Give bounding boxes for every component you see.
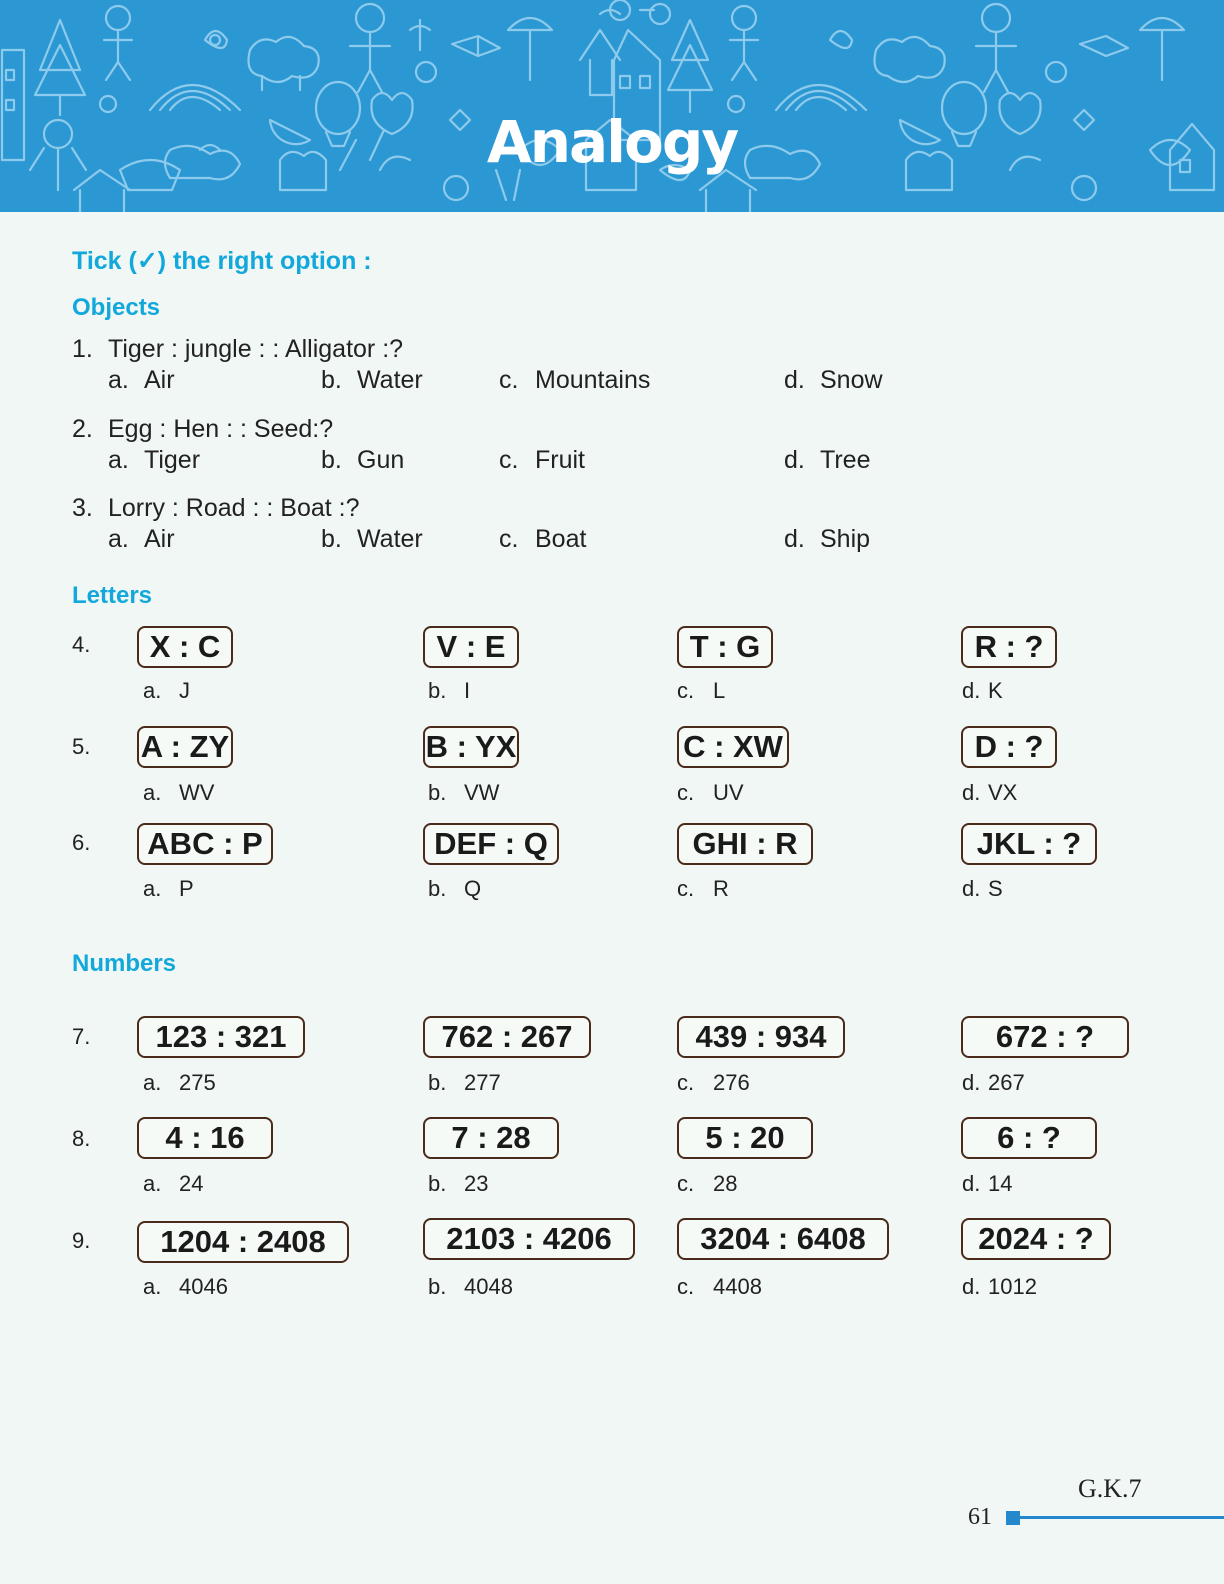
- question-text: Lorry : Road : : Boat :?: [108, 494, 360, 522]
- analogy-pair-box: T : G: [677, 626, 773, 668]
- option-4c[interactable]: c. L: [677, 678, 726, 703]
- analogy-question-box: D : ?: [961, 726, 1057, 768]
- option-3d[interactable]: d. Ship: [784, 525, 871, 553]
- option-7d[interactable]: d. 267: [962, 1070, 1025, 1095]
- option-3b[interactable]: b. Water: [321, 525, 423, 553]
- option-1c[interactable]: c. Mountains: [499, 366, 651, 394]
- option-9b[interactable]: b. 4048: [428, 1274, 513, 1299]
- option-2b[interactable]: b. Gun: [321, 446, 405, 474]
- option-9c[interactable]: c. 4408: [677, 1274, 762, 1299]
- option-8d[interactable]: d. 14: [962, 1171, 1013, 1196]
- question-number: 2.: [72, 415, 93, 443]
- question-text: Tiger : jungle : : Alligator :?: [108, 335, 404, 363]
- option-9a[interactable]: a. 4046: [143, 1274, 228, 1299]
- option-1d[interactable]: d. Snow: [784, 366, 883, 394]
- question-number: 5.: [72, 734, 91, 759]
- analogy-pair-box: C : XW: [677, 726, 789, 768]
- option-4d[interactable]: d. K: [962, 678, 1003, 703]
- analogy-question-box: 6 : ?: [961, 1117, 1097, 1159]
- analogy-pair-box: 4 : 16: [137, 1117, 273, 1159]
- question-number: 8.: [72, 1126, 91, 1151]
- analogy-pair-box: 3204 : 6408: [677, 1218, 889, 1260]
- question-number: 9.: [72, 1228, 91, 1253]
- header-banner: [0, 0, 1224, 212]
- option-1b[interactable]: b. Water: [321, 366, 423, 394]
- option-6d[interactable]: d. S: [962, 876, 1003, 901]
- question-number: 7.: [72, 1024, 91, 1049]
- question-2: [72, 415, 333, 444]
- analogy-pair-box: DEF : Q: [423, 823, 559, 865]
- section-heading-objects: Objects: [72, 294, 161, 321]
- option-2a[interactable]: a. Tiger: [108, 446, 201, 474]
- option-3a[interactable]: a. Air: [108, 525, 175, 553]
- option-4a[interactable]: a. J: [143, 678, 190, 703]
- book-title: G.K.7: [1078, 1474, 1142, 1503]
- option-4b[interactable]: b. I: [428, 678, 471, 703]
- analogy-pair-box: 123 : 321: [137, 1016, 305, 1058]
- question-number: 6.: [72, 830, 91, 855]
- analogy-pair-box: GHI : R: [677, 823, 813, 865]
- option-5d[interactable]: d. VX: [962, 780, 1018, 805]
- analogy-pair-box: 1204 : 2408: [137, 1221, 349, 1263]
- question-number: 4.: [72, 632, 91, 657]
- option-5b[interactable]: b. VW: [428, 780, 500, 805]
- analogy-pair-box: 439 : 934: [677, 1016, 845, 1058]
- analogy-pair-box: B : YX: [423, 726, 519, 768]
- option-7a[interactable]: a. 275: [143, 1070, 216, 1095]
- section-heading-letters: Letters: [72, 582, 153, 609]
- question-1: [72, 335, 403, 364]
- question-text: Egg : Hen : : Seed:?: [108, 415, 334, 443]
- analogy-pair-box: X : C: [137, 626, 233, 668]
- analogy-pair-box: 7 : 28: [423, 1117, 559, 1159]
- option-9d[interactable]: d. 1012: [962, 1274, 1037, 1299]
- option-5c[interactable]: c. UV: [677, 780, 744, 805]
- analogy-pair-box: 762 : 267: [423, 1016, 591, 1058]
- question-number: 3.: [72, 494, 93, 522]
- doodle-background: [0, 0, 1224, 212]
- instruction-text: Tick (✓) the right option :: [72, 247, 372, 275]
- analogy-pair-box: ABC : P: [137, 823, 273, 865]
- analogy-question-box: 2024 : ?: [961, 1218, 1111, 1260]
- analogy-question-box: JKL : ?: [961, 823, 1097, 865]
- analogy-question-box: 672 : ?: [961, 1016, 1129, 1058]
- option-2c[interactable]: c. Fruit: [499, 446, 585, 474]
- analogy-pair-box: V : E: [423, 626, 519, 668]
- option-7b[interactable]: b. 277: [428, 1070, 501, 1095]
- option-8b[interactable]: b. 23: [428, 1171, 489, 1196]
- analogy-pair-box: 5 : 20: [677, 1117, 813, 1159]
- option-5a[interactable]: a. WV: [143, 780, 215, 805]
- footer-rule: [1020, 1516, 1224, 1519]
- footer-marker: [1006, 1511, 1020, 1525]
- option-2d[interactable]: d. Tree: [784, 446, 871, 474]
- section-heading-numbers: Numbers: [72, 950, 177, 977]
- analogy-question-box: R : ?: [961, 626, 1057, 668]
- option-6a[interactable]: a. P: [143, 876, 194, 901]
- page-number: 61: [968, 1504, 992, 1530]
- page-title: Analogy: [486, 108, 738, 176]
- analogy-pair-box: 2103 : 4206: [423, 1218, 635, 1260]
- option-1a[interactable]: a. Air: [108, 366, 175, 394]
- question-3: [72, 494, 360, 523]
- option-8a[interactable]: a. 24: [143, 1171, 204, 1196]
- question-number: 1.: [72, 335, 93, 363]
- analogy-pair-box: A : ZY: [137, 726, 233, 768]
- option-6b[interactable]: b. Q: [428, 876, 482, 901]
- option-8c[interactable]: c. 28: [677, 1171, 738, 1196]
- option-3c[interactable]: c. Boat: [499, 525, 587, 553]
- option-6c[interactable]: c. R: [677, 876, 729, 901]
- option-7c[interactable]: c. 276: [677, 1070, 750, 1095]
